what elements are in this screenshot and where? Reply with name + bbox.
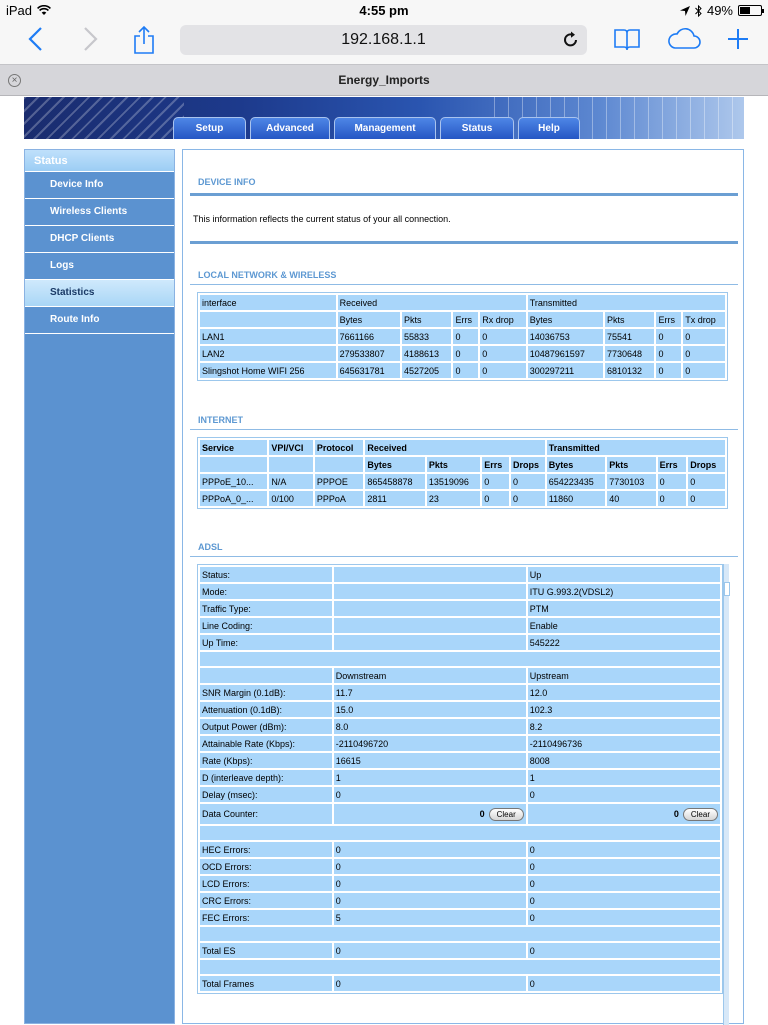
spacer-row [200, 927, 720, 941]
clear-downstream-button[interactable]: Clear [489, 808, 524, 821]
table-cell: 0 [658, 474, 687, 489]
table-cell: 0 [334, 876, 526, 891]
table-row [200, 910, 720, 925]
device-info-title: DEVICE INFO [198, 177, 256, 187]
ios-status-bar [0, 0, 768, 22]
table-cell: Status: [200, 567, 332, 582]
internet-stats-table [197, 437, 728, 509]
table-row [200, 859, 720, 874]
table-cell: PPPoE_10... [200, 474, 267, 489]
table-cell: D (interleave depth): [200, 770, 332, 785]
sidebar-item-device-info[interactable]: Device Info [25, 172, 174, 199]
table-cell [334, 635, 526, 650]
nav-tab-management[interactable]: Management [334, 117, 436, 139]
subheader-cell: Pkts [427, 457, 480, 472]
subheader-cell: Errs [482, 457, 509, 472]
table-cell: 0 [658, 491, 687, 506]
table-cell: 545222 [528, 635, 720, 650]
data-counter-row [200, 804, 720, 824]
carrier-label: iPad [6, 3, 33, 18]
table-cell: Total ES [200, 943, 332, 958]
table-cell: 0 [683, 329, 725, 344]
forward-icon[interactable] [80, 25, 100, 53]
icloud-tabs-icon[interactable] [666, 25, 702, 53]
data-counter-down-cell [334, 804, 526, 824]
sidebar-header: Status [25, 150, 174, 172]
table-row [200, 346, 725, 361]
table-cell: 12.0 [528, 685, 720, 700]
table-cell [269, 457, 313, 472]
table-cell: 300297211 [528, 363, 603, 378]
table-cell: 8.0 [334, 719, 526, 734]
table-cell: 0 [334, 787, 526, 802]
table-cell: 7730103 [607, 474, 655, 489]
table-cell: 0 [511, 491, 545, 506]
section-rule-thin [190, 429, 738, 430]
clear-upstream-button[interactable]: Clear [683, 808, 718, 821]
sidebar-item-logs[interactable]: Logs [25, 253, 174, 280]
table-cell: HEC Errors: [200, 842, 332, 857]
table-cell: Slingshot Home WIFI 256 [200, 363, 336, 378]
internet-section-title: INTERNET [198, 415, 243, 425]
table-cell [200, 312, 336, 327]
section-rule-thin [190, 284, 738, 285]
scrollbar-thumb[interactable] [724, 582, 730, 596]
table-cell: 4527205 [402, 363, 452, 378]
table-cell [334, 584, 526, 599]
table-cell: Up Time: [200, 635, 332, 650]
table-cell: CRC Errors: [200, 893, 332, 908]
table-cell: N/A [269, 474, 313, 489]
header-interface: interface [200, 295, 336, 310]
table-row [200, 876, 720, 891]
battery-icon [738, 5, 762, 16]
device-info-description: This information reflects the current status of your all connection. [193, 214, 451, 224]
table-cell: 0 [453, 346, 478, 361]
battery-fill [740, 7, 750, 14]
table-cell: 0 [528, 787, 720, 802]
table-cell: 0 [528, 976, 720, 991]
table-cell: PPPoA [315, 491, 364, 506]
tab-title[interactable]: Energy_Imports [338, 73, 430, 87]
table-cell [200, 457, 267, 472]
table-cell: 0 [480, 363, 526, 378]
table-cell: Mode: [200, 584, 332, 599]
table-cell: LAN1 [200, 329, 336, 344]
spacer-row [200, 960, 720, 974]
table-cell [334, 601, 526, 616]
table-row [200, 719, 720, 734]
subheader-cell: Errs [658, 457, 687, 472]
table-row [200, 943, 720, 958]
nav-tab-status[interactable]: Status [440, 117, 514, 139]
table-cell: 10487961597 [528, 346, 603, 361]
table-cell: 0 [528, 859, 720, 874]
subheader-cell: Bytes [528, 312, 603, 327]
table-cell [334, 618, 526, 633]
section-rule-thin [190, 556, 738, 557]
table-cell: 8.2 [528, 719, 720, 734]
table-cell: Line Coding: [200, 618, 332, 633]
table-subheader-row [200, 312, 725, 327]
table-cell: 1 [334, 770, 526, 785]
table-cell: 0 [528, 842, 720, 857]
table-cell [200, 826, 720, 840]
table-cell [200, 668, 332, 683]
table-cell: 0 [656, 329, 681, 344]
table-cell: 0 [528, 910, 720, 925]
sidebar-item-dhcp-clients[interactable]: DHCP Clients [25, 226, 174, 253]
table-cell: Traffic Type: [200, 601, 332, 616]
spacer-row [200, 652, 720, 666]
table-cell: 102.3 [528, 702, 720, 717]
subheader-cell: Bytes [547, 457, 605, 472]
table-cell: 16615 [334, 753, 526, 768]
table-cell [334, 567, 526, 582]
table-cell: 0 [453, 329, 478, 344]
subheader-cell: Errs [453, 312, 478, 327]
sidebar-item-route-info[interactable]: Route Info [25, 307, 174, 334]
table-cell: 13519096 [427, 474, 480, 489]
subheader-cell: Tx drop [683, 312, 725, 327]
status-right [680, 3, 762, 18]
table-cell: PTM [528, 601, 720, 616]
table-cell: Attenuation (0.1dB): [200, 702, 332, 717]
adsl-scrollbar[interactable] [723, 564, 729, 1025]
header-transmitted: Transmitted [528, 295, 725, 310]
table-cell: 0 [683, 346, 725, 361]
sidebar [24, 149, 175, 1024]
table-cell: Enable [528, 618, 720, 633]
table-cell: ITU G.993.2(VDSL2) [528, 584, 720, 599]
table-cell: 0 [480, 329, 526, 344]
subheader-cell: Pkts [402, 312, 452, 327]
address-bar[interactable] [180, 25, 587, 55]
table-cell [200, 960, 720, 974]
table-header-row [200, 295, 725, 310]
table-cell: Output Power (dBm): [200, 719, 332, 734]
header-received: Received [365, 440, 544, 455]
close-tab-icon[interactable]: × [8, 74, 21, 87]
table-cell: 645631781 [338, 363, 400, 378]
table-cell: 40 [607, 491, 655, 506]
subheader-cell: Drops [511, 457, 545, 472]
table-cell: Rate (Kbps): [200, 753, 332, 768]
main-nav [173, 117, 580, 139]
table-row [200, 329, 725, 344]
nav-tab-help[interactable]: Help [518, 117, 580, 139]
table-cell: 0 [511, 474, 545, 489]
table-cell: 6810132 [605, 363, 655, 378]
table-cell: LAN2 [200, 346, 336, 361]
table-row [200, 753, 720, 768]
subheader-cell: Drops [688, 457, 725, 472]
table-cell: 0 [334, 842, 526, 857]
table-cell: 4188613 [402, 346, 452, 361]
table-row [200, 635, 720, 650]
table-cell: 1 [528, 770, 720, 785]
adsl-section-title: ADSL [198, 542, 223, 552]
subheader-cell: Bytes [365, 457, 424, 472]
table-cell: LCD Errors: [200, 876, 332, 891]
lan-stats-table [197, 292, 728, 381]
header-service: Service [200, 440, 267, 455]
table-cell: 7730648 [605, 346, 655, 361]
header-transmitted: Transmitted [547, 440, 725, 455]
section-rule [190, 193, 738, 196]
subheader-cell: Rx drop [480, 312, 526, 327]
table-cell: OCD Errors: [200, 859, 332, 874]
table-cell: 14036753 [528, 329, 603, 344]
table-row [200, 893, 720, 908]
table-header-row [200, 668, 720, 683]
table-cell: 0 [334, 943, 526, 958]
table-cell: 654223435 [547, 474, 605, 489]
back-icon[interactable] [26, 25, 46, 53]
adsl-stats-table [197, 564, 723, 994]
table-cell: 279533807 [338, 346, 400, 361]
table-row [200, 685, 720, 700]
reload-icon[interactable] [563, 31, 579, 49]
data-counter-up: 0 [673, 808, 679, 819]
share-icon[interactable] [132, 25, 156, 55]
subheader-cell: Errs [656, 312, 681, 327]
table-cell: 75541 [605, 329, 655, 344]
table-cell: 55833 [402, 329, 452, 344]
bluetooth-icon [695, 5, 702, 17]
clock: 4:55 pm [359, 3, 409, 18]
data-counter-up-cell [528, 804, 720, 824]
table-cell: FEC Errors: [200, 910, 332, 925]
table-cell: 0 [334, 859, 526, 874]
table-cell: 7661166 [338, 329, 400, 344]
subheader-cell: Pkts [605, 312, 655, 327]
table-cell: 0 [334, 893, 526, 908]
table-subheader-row [200, 457, 725, 472]
table-cell: 0 [528, 943, 720, 958]
tab-strip [0, 64, 768, 96]
table-cell: 0 [482, 491, 509, 506]
banner-pattern [24, 97, 184, 139]
subheader-cell: Bytes [338, 312, 400, 327]
table-cell: 865458878 [365, 474, 424, 489]
table-cell: 5 [334, 910, 526, 925]
table-cell [200, 927, 720, 941]
table-cell: Attainable Rate (Kbps): [200, 736, 332, 751]
subheader-cell: Pkts [607, 457, 655, 472]
table-row [200, 618, 720, 633]
table-cell: 23 [427, 491, 480, 506]
table-cell: 2811 [365, 491, 424, 506]
table-row [200, 702, 720, 717]
table-cell: -2110496720 [334, 736, 526, 751]
header-received: Received [338, 295, 526, 310]
table-row [200, 567, 720, 582]
header-protocol: Protocol [315, 440, 364, 455]
table-cell: 0 [656, 346, 681, 361]
lan-section-title: LOCAL NETWORK & WIRELESS [198, 270, 337, 280]
new-tab-icon[interactable] [725, 25, 751, 53]
table-cell: Total Frames [200, 976, 332, 991]
table-row [200, 491, 725, 506]
table-cell: SNR Margin (0.1dB): [200, 685, 332, 700]
location-arrow-icon [680, 6, 690, 16]
table-row [200, 474, 725, 489]
sidebar-item-wireless-clients[interactable]: Wireless Clients [25, 199, 174, 226]
table-cell: 0 [480, 346, 526, 361]
table-cell: PPPoA_0_... [200, 491, 267, 506]
header-upstream: Upstream [528, 668, 720, 683]
battery-percent: 49% [706, 3, 733, 18]
nav-tab-advanced[interactable]: Advanced [250, 117, 330, 139]
url-text: 192.168.1.1 [341, 31, 426, 48]
table-cell [200, 652, 720, 666]
table-cell: 0 [334, 976, 526, 991]
table-cell: 8008 [528, 753, 720, 768]
table-cell: 0 [688, 491, 725, 506]
table-cell: Delay (msec): [200, 787, 332, 802]
header-vpi-vci: VPI/VCI [269, 440, 313, 455]
table-cell: PPPOE [315, 474, 364, 489]
table-cell: 0 [688, 474, 725, 489]
table-cell: 0 [656, 363, 681, 378]
data-counter-label: Data Counter: [200, 804, 332, 824]
table-row [200, 787, 720, 802]
header-downstream: Downstream [334, 668, 526, 683]
content-panel [182, 149, 744, 1024]
table-row [200, 584, 720, 599]
table-cell: 11.7 [334, 685, 526, 700]
table-cell: 0 [528, 876, 720, 891]
sidebar-item-statistics[interactable]: Statistics [25, 280, 174, 307]
spacer-row [200, 826, 720, 840]
table-row [200, 736, 720, 751]
table-cell: 11860 [547, 491, 605, 506]
table-cell: 15.0 [334, 702, 526, 717]
bookmarks-icon[interactable] [613, 25, 641, 53]
table-cell: Up [528, 567, 720, 582]
table-header-row [200, 440, 725, 455]
browser-toolbar [0, 22, 768, 64]
table-cell: 0/100 [269, 491, 313, 506]
nav-tab-setup[interactable]: Setup [173, 117, 246, 139]
table-cell [315, 457, 364, 472]
table-row [200, 976, 720, 991]
table-row [200, 842, 720, 857]
table-cell: -2110496736 [528, 736, 720, 751]
table-cell: 0 [528, 893, 720, 908]
router-page [0, 97, 768, 1024]
table-cell: 0 [683, 363, 725, 378]
table-row [200, 363, 725, 378]
section-rule [190, 241, 738, 244]
data-counter-down: 0 [479, 808, 485, 819]
table-cell: 0 [482, 474, 509, 489]
table-row [200, 601, 720, 616]
table-cell: 0 [453, 363, 478, 378]
table-row [200, 770, 720, 785]
